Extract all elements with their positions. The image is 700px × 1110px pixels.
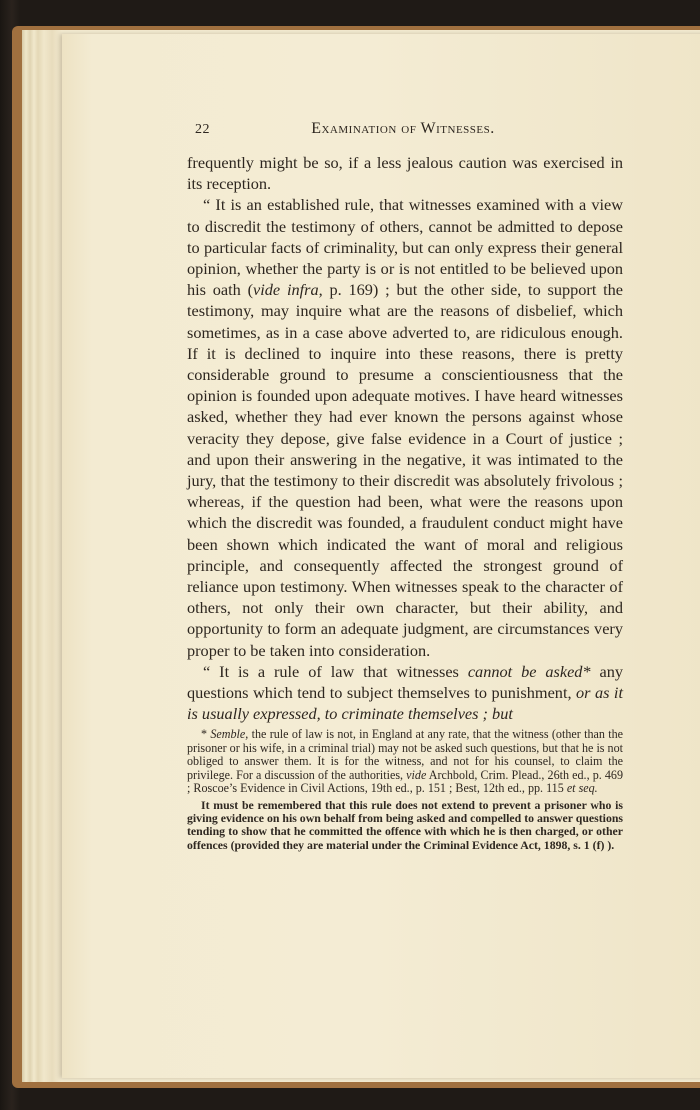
italic-segment: cannot be asked* xyxy=(467,661,591,681)
running-head xyxy=(187,120,623,144)
text-segment: It must be remembered that this rule does not extend to prevent a prisoner who is giving evidence on his own behalf from being asked and compelled to answer questions tending to show that he committed the offence with which he is then charged, or other offences (provided they are material under the Criminal Evidence Act, 1898, s. 1 (f) ). xyxy=(187,797,623,852)
text-segment: the rule of law is not, in England at any rate, that the witness (other than the prisoner or his wife, in a criminal trial) may not be asked such questions, but that he is not obliged to answer them. It is for the witness, and not for his counsel, to claim the privilege. For a discussion of the authorities, xyxy=(187,727,623,782)
text-segment: “ It is an established rule, that witnesses examined with a view to discredit the testimony of others, cannot be admitted to depose to particular facts of criminality, but can only express their general opinion, whether the party is or is not entitled to be believed upon his oath ( xyxy=(187,195,623,300)
italic-segment: vide infra, xyxy=(253,280,323,300)
body-text xyxy=(187,152,623,724)
text-segment: frequently might be so, if a less jealous caution was exercised in its reception. xyxy=(187,153,623,194)
paragraph-1 xyxy=(187,152,623,194)
footnote-2 xyxy=(187,799,623,853)
text-segment: * xyxy=(201,727,211,742)
running-title: Examination of Witnesses. xyxy=(311,120,495,137)
footnotes xyxy=(187,728,623,852)
italic-segment: or as it is usually expressed, to criminate themselves ; but xyxy=(187,683,623,724)
footnote-1 xyxy=(187,728,623,795)
italic-segment: et seq. xyxy=(566,781,598,796)
page-content xyxy=(187,120,623,852)
page-number: 22 xyxy=(195,122,210,137)
paragraph-3 xyxy=(187,661,623,725)
text-segment: “ It is a rule of law that witnesses xyxy=(203,661,468,681)
text-segment: p. 169) ; but the other side, to support the testimony, may inquire what are the reasons of disbelief, which sometimes, as in a case above adverted to, are ridiculous enough. If it is declined to inquire into these reasons, there is pretty considerable ground to presume a conscientiousness that the opinion is founded upon adequate motives. I have heard witnesses asked, whether they had ever known the persons against whose veracity they depose, give false evidence in a Court of justice ; and upon their answering in the negative, it was intimated to the jury, that the testimony to their discredit was absolutely frivolous ; whereas, if the question had been, what were the reasons upon which the discredit was founded, a fraudulent conduct might have been shown which indicated the want of moral and religious principle, and consequently affected the strongest ground of reliance upon testimony. When witnesses speak to the character of others, not only their own character, but their ability, and opportunity to form an adequate judgment, are circumstances very proper to be taken into consideration. xyxy=(187,280,624,660)
italic-segment: vide xyxy=(406,767,427,782)
text-segment: any questions which tend to subject themselves to punishment, xyxy=(187,661,624,703)
italic-segment: Semble, xyxy=(210,727,249,742)
text-segment: Archbold, Crim. Plead., 26th ed., p. 469 ; Roscoe’s Evidence in Civil Actions, 19th ed., p. 151 ; Best, 12th ed., pp. 115 xyxy=(187,767,624,796)
paragraph-2 xyxy=(187,194,623,660)
